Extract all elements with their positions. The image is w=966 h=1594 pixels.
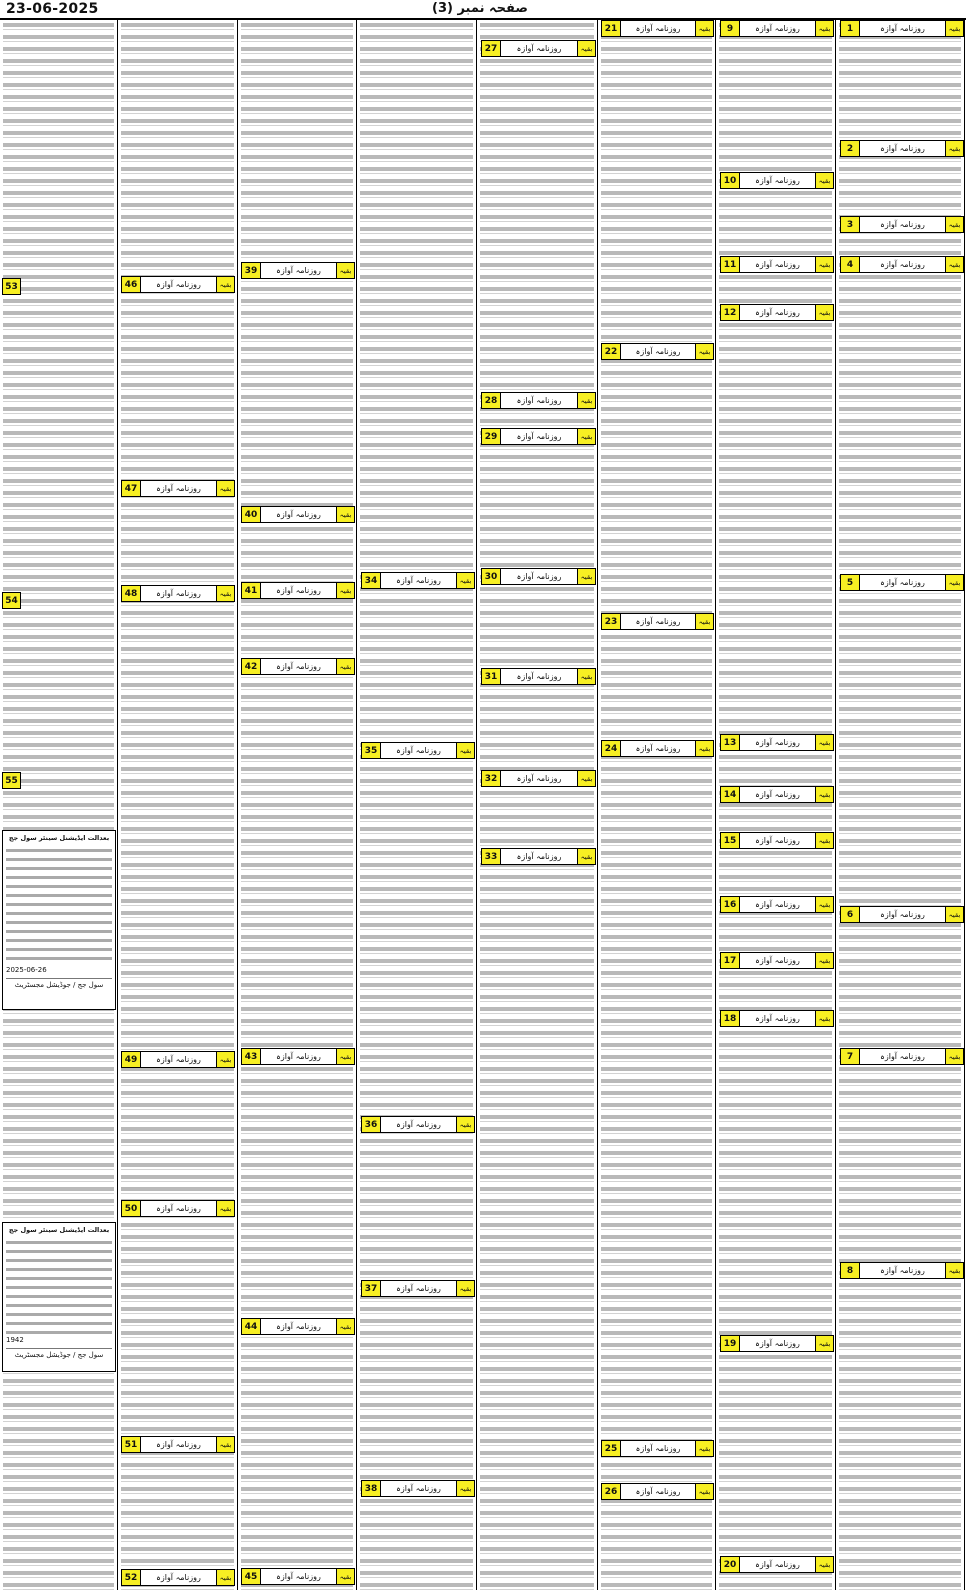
continuation-header — [481, 428, 596, 445]
paper-name: روزنامہ آوازہ — [755, 1339, 800, 1348]
continuation-number: 10 — [721, 173, 740, 188]
continued-tag: بقیہ — [695, 1484, 713, 1499]
continuation-number: 51 — [122, 1437, 141, 1452]
continuation-number: 27 — [482, 41, 501, 56]
continued-tag: بقیہ — [815, 897, 833, 912]
paper-name: روزنامہ آوازہ — [156, 1204, 201, 1213]
paper-name: روزنامہ آوازہ — [880, 1266, 925, 1275]
paper-name: روزنامہ آوازہ — [276, 510, 321, 519]
continued-tag: بقیہ — [945, 1049, 963, 1064]
continuation-header — [840, 216, 964, 233]
continuation-number: 1 — [841, 21, 860, 36]
notice-date: 2025-06-26 — [6, 966, 47, 974]
continued-tag: بقیہ — [945, 141, 963, 156]
continuation-number: 5 — [841, 575, 860, 590]
continuation-header — [361, 1116, 475, 1133]
continuation-header — [481, 392, 596, 409]
continuation-header — [121, 1436, 235, 1453]
issue-date: 23-06-2025 — [6, 1, 99, 17]
column-4 — [477, 20, 598, 1590]
continuation-header — [720, 896, 834, 913]
continued-tag: بقیہ — [216, 1201, 234, 1216]
paper-name: روزنامہ آوازہ — [396, 576, 441, 585]
continuation-number: 14 — [721, 787, 740, 802]
continued-tag: بقیہ — [815, 257, 833, 272]
paper-name: روزنامہ آوازہ — [755, 790, 800, 799]
continued-tag: بقیہ — [945, 217, 963, 232]
continued-tag: بقیہ — [456, 1481, 474, 1496]
continued-tag: بقیہ — [456, 1281, 474, 1296]
continuation-number: 41 — [242, 583, 261, 598]
court-notice — [2, 830, 116, 1010]
continuation-header — [601, 1483, 714, 1500]
continued-tag: بقیہ — [336, 263, 354, 278]
continued-tag: بقیہ — [815, 1336, 833, 1351]
continuation-header — [481, 848, 596, 865]
continuation-number: 2 — [841, 141, 860, 156]
continuation-header — [720, 20, 834, 37]
paper-name: روزنامہ آوازہ — [755, 24, 800, 33]
paper-name: روزنامہ آوازہ — [396, 1484, 441, 1493]
notice-signature: سول جج / جوڈیشل مجسٹریٹ — [6, 1348, 112, 1360]
continuation-header — [241, 1568, 355, 1585]
paper-name: روزنامہ آوازہ — [755, 900, 800, 909]
paper-name: روزنامہ آوازہ — [516, 396, 562, 405]
continued-tag: بقیہ — [815, 305, 833, 320]
continuation-number: 52 — [122, 1570, 141, 1585]
paper-name: روزنامہ آوازہ — [276, 662, 321, 671]
paper-name: روزنامہ آوازہ — [516, 572, 562, 581]
continued-tag: بقیہ — [216, 1052, 234, 1067]
continuation-number: 28 — [482, 393, 501, 408]
continuation-number: 54 — [2, 592, 21, 609]
paper-name: روزنامہ آوازہ — [755, 1560, 800, 1569]
continued-tag: بقیہ — [216, 1570, 234, 1585]
paper-name: روزنامہ آوازہ — [516, 44, 562, 53]
paper-name: روزنامہ آوازہ — [755, 738, 800, 747]
column-5 — [357, 20, 477, 1590]
continuation-header — [601, 613, 714, 630]
paper-name: روزنامہ آوازہ — [755, 956, 800, 965]
continued-tag: بقیہ — [336, 507, 354, 522]
continuation-number: 9 — [721, 21, 740, 36]
paper-name: روزنامہ آوازہ — [396, 1120, 441, 1129]
paper-name: روزنامہ آوازہ — [156, 1055, 201, 1064]
continued-tag: بقیہ — [456, 573, 474, 588]
paper-name: روزنامہ آوازہ — [880, 24, 925, 33]
continued-tag: بقیہ — [216, 1437, 234, 1452]
continuation-header — [720, 734, 834, 751]
continuation-number: 34 — [362, 573, 381, 588]
continuation-number: 37 — [362, 1281, 381, 1296]
paper-name: روزنامہ آوازہ — [276, 1322, 321, 1331]
continuation-number: 29 — [482, 429, 501, 444]
continuation-number: 30 — [482, 569, 501, 584]
continued-tag: بقیہ — [815, 953, 833, 968]
continuation-number: 31 — [482, 669, 501, 684]
continuation-header — [720, 1335, 834, 1352]
notice-year: 1942 — [6, 1336, 24, 1344]
continuation-header — [241, 1318, 355, 1335]
notice-signature: سول جج / جوڈیشل مجسٹریٹ — [6, 978, 112, 990]
continuation-header — [840, 1262, 964, 1279]
continuation-header — [121, 1200, 235, 1217]
continuation-number: 35 — [362, 743, 381, 758]
continuation-header — [720, 1556, 834, 1573]
continuation-number: 21 — [602, 21, 621, 36]
continuation-number: 20 — [721, 1557, 740, 1572]
continuation-number: 7 — [841, 1049, 860, 1064]
continued-tag: بقیہ — [815, 173, 833, 188]
continued-tag: بقیہ — [577, 393, 595, 408]
paper-name: روزنامہ آوازہ — [635, 744, 681, 753]
continuation-number: 39 — [242, 263, 261, 278]
continued-tag: بقیہ — [336, 1569, 354, 1584]
continuation-header — [840, 906, 964, 923]
continuation-number: 44 — [242, 1319, 261, 1334]
continuation-number: 13 — [721, 735, 740, 750]
paper-name: روزنامہ آوازہ — [880, 578, 925, 587]
continued-tag: بقیہ — [695, 344, 713, 359]
continuation-header — [361, 1280, 475, 1297]
paper-name: روزنامہ آوازہ — [635, 1444, 681, 1453]
column-3 — [598, 20, 716, 1590]
paper-name: روزنامہ آوازہ — [635, 1487, 681, 1496]
continued-tag: بقیہ — [456, 1117, 474, 1132]
continued-tag: بقیہ — [216, 481, 234, 496]
paper-name: روزنامہ آوازہ — [635, 617, 681, 626]
paper-name: روزنامہ آوازہ — [276, 1572, 321, 1581]
notice-title: بعدالت ایڈیشنل سینئر سول جج — [8, 1226, 110, 1234]
continuation-header — [361, 742, 475, 759]
continuation-number: 6 — [841, 907, 860, 922]
continuation-header — [241, 582, 355, 599]
continuation-header — [840, 20, 964, 37]
continuation-number: 11 — [721, 257, 740, 272]
paper-name: روزنامہ آوازہ — [516, 852, 562, 861]
continuation-header — [720, 1010, 834, 1027]
paper-name: روزنامہ آوازہ — [276, 266, 321, 275]
continued-tag: بقیہ — [336, 1319, 354, 1334]
paper-name: روزنامہ آوازہ — [880, 220, 925, 229]
continuation-number: 40 — [242, 507, 261, 522]
continuation-header — [481, 40, 596, 57]
continued-tag: بقیہ — [815, 1557, 833, 1572]
paper-name: روزنامہ آوازہ — [396, 746, 441, 755]
continuation-number: 32 — [482, 771, 501, 786]
paper-name: روزنامہ آوازہ — [880, 910, 925, 919]
continued-tag: بقیہ — [695, 614, 713, 629]
continuation-header — [720, 172, 834, 189]
page-header — [0, 0, 966, 20]
paper-name: روزنامہ آوازہ — [156, 1440, 201, 1449]
paper-name: روزنامہ آوازہ — [156, 1573, 201, 1582]
continuation-header — [241, 658, 355, 675]
continuation-number: 23 — [602, 614, 621, 629]
continued-tag: بقیہ — [336, 583, 354, 598]
continued-tag: بقیہ — [815, 787, 833, 802]
continuation-number: 8 — [841, 1263, 860, 1278]
paper-name: روزنامہ آوازہ — [880, 1052, 925, 1061]
continuation-number: 55 — [2, 772, 21, 789]
paper-name: روزنامہ آوازہ — [880, 144, 925, 153]
continuation-header — [720, 832, 834, 849]
continued-tag: بقیہ — [577, 771, 595, 786]
continued-tag: بقیہ — [815, 21, 833, 36]
continuation-number: 42 — [242, 659, 261, 674]
continuation-number: 47 — [122, 481, 141, 496]
continuation-header — [121, 1569, 235, 1586]
continuation-number: 45 — [242, 1569, 261, 1584]
continuation-header — [840, 140, 964, 157]
paper-name: روزنامہ آوازہ — [880, 260, 925, 269]
continuation-header — [121, 1051, 235, 1068]
continued-tag: بقیہ — [945, 1263, 963, 1278]
continuation-header — [481, 770, 596, 787]
paper-name: روزنامہ آوازہ — [635, 347, 681, 356]
continuation-header — [361, 1480, 475, 1497]
paper-name: روزنامہ آوازہ — [516, 774, 562, 783]
continuation-header — [840, 1048, 964, 1065]
continued-tag: بقیہ — [577, 41, 595, 56]
continuation-number: 12 — [721, 305, 740, 320]
continuation-header — [840, 256, 964, 273]
continuation-number: 43 — [242, 1049, 261, 1064]
continued-tag: بقیہ — [945, 21, 963, 36]
paper-name: روزنامہ آوازہ — [276, 1052, 321, 1061]
continuation-number: 53 — [2, 278, 21, 295]
continuation-number: 15 — [721, 833, 740, 848]
continuation-header — [121, 585, 235, 602]
continued-tag: بقیہ — [577, 669, 595, 684]
continuation-header — [121, 480, 235, 497]
continued-tag: بقیہ — [577, 569, 595, 584]
continued-tag: بقیہ — [695, 741, 713, 756]
paper-name: روزنامہ آوازہ — [396, 1284, 441, 1293]
continued-tag: بقیہ — [815, 735, 833, 750]
continuation-number: 25 — [602, 1441, 621, 1456]
continued-tag: بقیہ — [336, 659, 354, 674]
paper-name: روزنامہ آوازہ — [516, 432, 562, 441]
continuation-header — [720, 952, 834, 969]
continuation-header — [241, 506, 355, 523]
continuation-header — [601, 343, 714, 360]
paper-name: روزنامہ آوازہ — [156, 484, 201, 493]
continuation-number: 36 — [362, 1117, 381, 1132]
continuation-number: 4 — [841, 257, 860, 272]
continuation-header — [601, 20, 714, 37]
continued-tag: بقیہ — [815, 1011, 833, 1026]
continuation-number: 38 — [362, 1481, 381, 1496]
paper-name: روزنامہ آوازہ — [156, 589, 201, 598]
paper-name: روزنامہ آوازہ — [276, 586, 321, 595]
continuation-number: 17 — [721, 953, 740, 968]
continuation-header — [720, 256, 834, 273]
continued-tag: بقیہ — [945, 907, 963, 922]
continuation-header — [481, 668, 596, 685]
continued-tag: بقیہ — [336, 1049, 354, 1064]
paper-name: روزنامہ آوازہ — [755, 308, 800, 317]
continuation-number: 49 — [122, 1052, 141, 1067]
paper-name: روزنامہ آوازہ — [755, 260, 800, 269]
continuation-number: 48 — [122, 586, 141, 601]
paper-name: روزنامہ آوازہ — [755, 836, 800, 845]
continuation-header — [241, 1048, 355, 1065]
continuation-header — [840, 574, 964, 591]
continued-tag: بقیہ — [945, 257, 963, 272]
continuation-number: 24 — [602, 741, 621, 756]
continued-tag: بقیہ — [577, 849, 595, 864]
continued-tag: بقیہ — [216, 277, 234, 292]
continuation-number: 19 — [721, 1336, 740, 1351]
continuation-header — [720, 786, 834, 803]
continuation-number: 33 — [482, 849, 501, 864]
continued-tag: بقیہ — [577, 429, 595, 444]
continuation-number: 3 — [841, 217, 860, 232]
paper-name: روزنامہ آوازہ — [755, 176, 800, 185]
paper-name: روزنامہ آوازہ — [635, 24, 681, 33]
continuation-header — [601, 1440, 714, 1457]
column-6 — [238, 20, 357, 1590]
continuation-header — [481, 568, 596, 585]
continued-tag: بقیہ — [456, 743, 474, 758]
continued-tag: بقیہ — [216, 586, 234, 601]
notice-title: بعدالت ایڈیشنل سینئر سول جج — [8, 834, 110, 842]
continuation-header — [601, 740, 714, 757]
continuation-header — [121, 276, 235, 293]
continuation-header — [720, 304, 834, 321]
continuation-number: 50 — [122, 1201, 141, 1216]
continued-tag: بقیہ — [695, 21, 713, 36]
paper-name: روزنامہ آوازہ — [755, 1014, 800, 1023]
continuation-header — [361, 572, 475, 589]
paper-name: روزنامہ آوازہ — [156, 280, 201, 289]
continued-tag: بقیہ — [945, 575, 963, 590]
continuation-number: 18 — [721, 1011, 740, 1026]
page-number: صفحہ نمبر (3) — [432, 1, 528, 16]
continuation-number: 46 — [122, 277, 141, 292]
continued-tag: بقیہ — [815, 833, 833, 848]
court-notice — [2, 1222, 116, 1372]
continuation-header — [241, 262, 355, 279]
continued-tag: بقیہ — [695, 1441, 713, 1456]
continuation-number: 22 — [602, 344, 621, 359]
continuation-number: 16 — [721, 897, 740, 912]
paper-name: روزنامہ آوازہ — [516, 672, 562, 681]
continuation-number: 26 — [602, 1484, 621, 1499]
column-7 — [118, 20, 238, 1590]
